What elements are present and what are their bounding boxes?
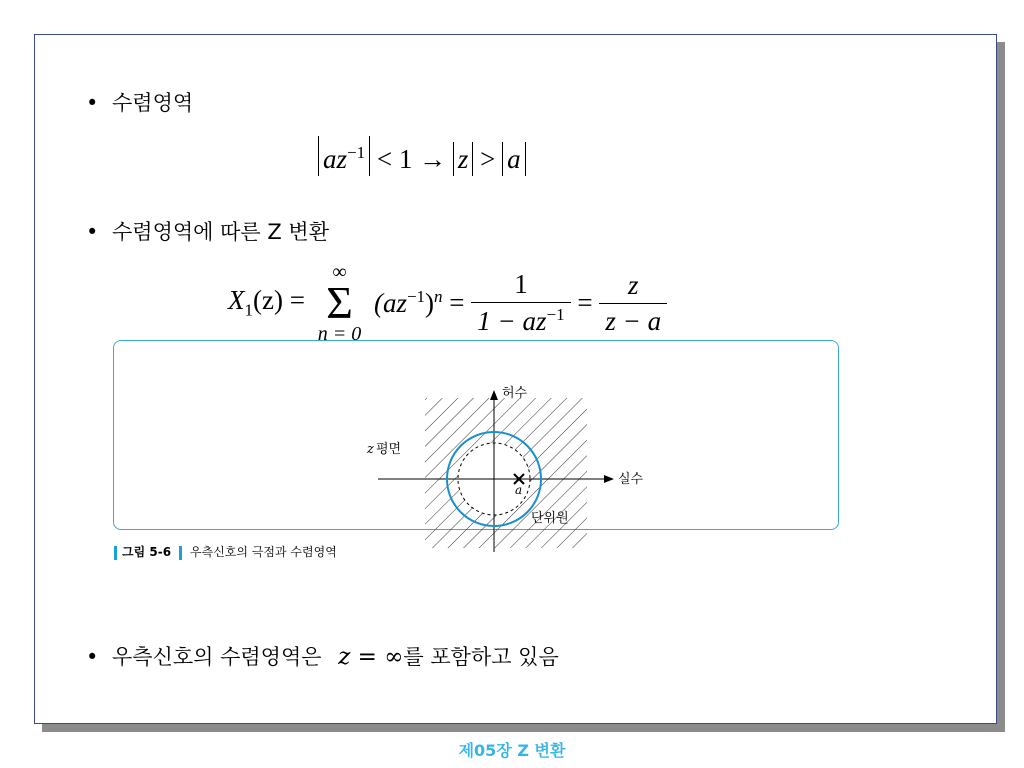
caption-bar	[114, 546, 117, 560]
bullet-right-sided	[86, 641, 559, 671]
caption-text: 우측신호의 극점과 수렴영역	[190, 545, 337, 559]
figure-caption	[114, 543, 337, 560]
eq2-term: $(az^{-1})^n$	[373, 287, 443, 318]
bullet-roc-text: 수렴영역	[112, 91, 194, 115]
eq1-gt: >	[480, 144, 496, 174]
plane-italic-z: z	[367, 442, 374, 457]
eq2-equals: =	[449, 287, 465, 318]
unit-circle-label: 단위원	[531, 511, 569, 526]
bullet-right-sided-text: 우측신호의 수렴영역은	[112, 645, 322, 669]
bullet-dot: •	[86, 220, 99, 244]
eq2-equals-2: =	[577, 287, 593, 318]
caption-bar-2	[179, 546, 182, 560]
bullet-right-sided-tail: 를 포함하고 있음	[403, 645, 559, 669]
fraction-1: $\frac{1}{1 - az^{-1}}$	[471, 269, 570, 337]
pole-label: a	[515, 483, 523, 497]
chapter-footer: 제05장 Z 변환	[458, 741, 566, 760]
real-axis-label: 실수	[618, 472, 644, 487]
summation: ∞ Σ n = 0	[317, 261, 362, 345]
imag-axis-arrow	[490, 390, 498, 400]
imag-axis-label: 허수	[502, 386, 528, 401]
fraction-2: $\frac{z}{z - a}$	[599, 270, 667, 337]
abs-az-inv: $az^{-1}$	[318, 136, 370, 176]
eq2-lhs: $X_1(z)$ =	[228, 285, 305, 320]
real-axis-arrow	[604, 475, 614, 483]
bullet-dot: •	[86, 91, 99, 115]
bullet-right-sided-math: z = ∞	[338, 644, 404, 670]
eq1-lt: < 1 →	[376, 144, 447, 174]
abs-z: z	[453, 142, 474, 176]
abs-a: a	[502, 142, 526, 176]
plane-label: 평면	[376, 442, 402, 457]
bullet-z-transform-text: 수렴영역에 따른 Z 변환	[112, 220, 329, 244]
bullet-dot: •	[86, 645, 99, 669]
caption-number: 그림 5-6	[122, 545, 172, 559]
